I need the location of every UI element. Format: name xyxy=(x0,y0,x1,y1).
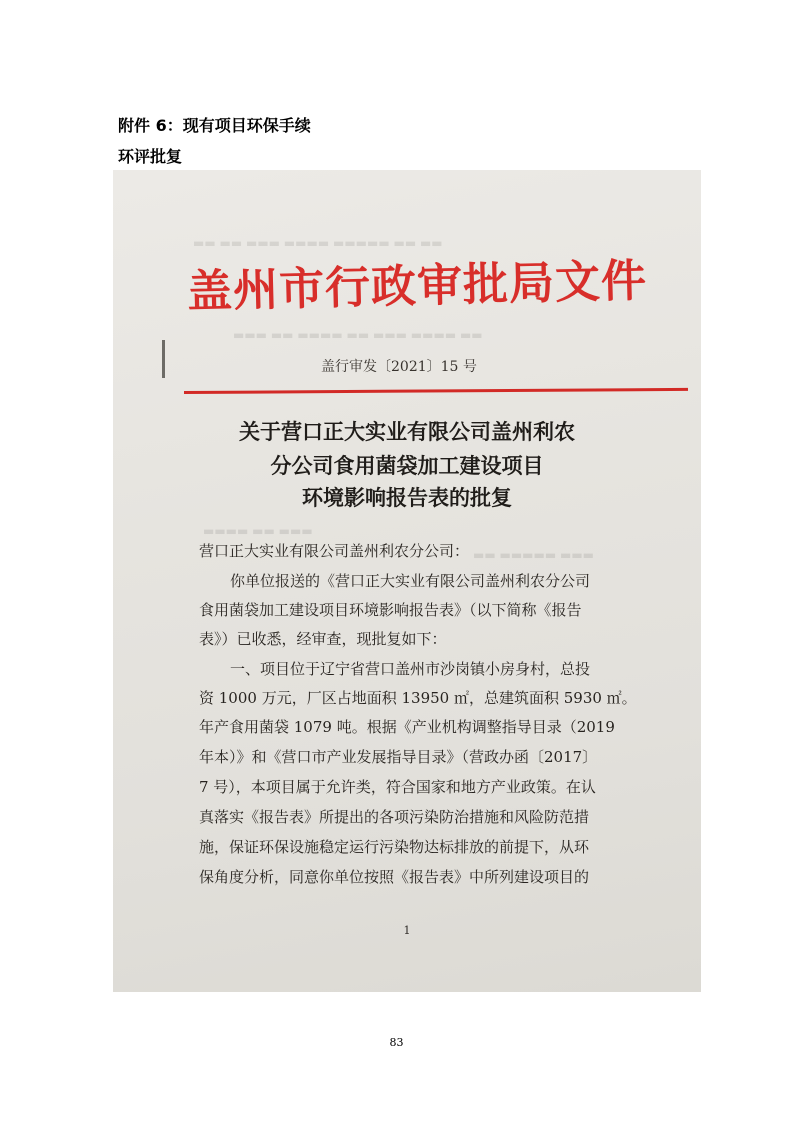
bleed-through-text: ▬▬▬▬ ▬▬ ▬▬▬ xyxy=(203,524,313,538)
body-text-line: 真落实《报告表》所提出的各项污染防治措施和风险防范措 xyxy=(199,808,590,826)
paper-mark xyxy=(162,340,165,378)
document-photo xyxy=(113,170,701,992)
bleed-through-text: ▬▬ ▬▬ ▬▬▬ ▬▬▬▬ ▬▬▬▬▬ ▬▬ ▬▬ xyxy=(193,236,443,250)
body-text-line: 保角度分析，同意你单位按照《报告表》中所列建设项目的 xyxy=(199,868,590,886)
document-number: 盖行审发〔2021〕15 号 xyxy=(321,359,477,375)
issuer-title: 盖州市行政审批局文件 xyxy=(186,253,648,318)
subject-title-line: 环境影响报告表的批复 xyxy=(302,485,512,510)
page-number: 83 xyxy=(389,1036,404,1049)
red-divider-line xyxy=(184,388,688,394)
body-text-line: 表》）已收悉，经审查，现批复如下： xyxy=(199,630,447,648)
subject-title-line: 分公司食用菌袋加工建设项目 xyxy=(270,453,544,478)
body-text-line: 年产食用菌袋 1079 吨。根据《产业机构调整指导目录（2019 xyxy=(199,718,615,736)
body-text-line: 施，保证环保设施稳定运行污染物达标排放的前提下，从环 xyxy=(199,838,590,856)
body-text-line: 7 号），本项目属于允许类，符合国家和地方产业政策。在认 xyxy=(199,778,596,796)
bleed-through-text: ▬▬ ▬▬▬▬▬ ▬▬▬ xyxy=(473,548,595,562)
body-text-line: 年本）》和《营口市产业发展指导目录》（营政办函〔2017〕 xyxy=(199,748,598,766)
body-text-line: 资 1000 万元，厂区占地面积 13950 ㎡，总建筑面积 5930 ㎡。 xyxy=(199,689,637,707)
photo-page-number: 1 xyxy=(403,924,411,937)
body-text-line: 食用菌袋加工建设项目环境影响报告表》（以下简称《报告 xyxy=(199,601,582,619)
attachment-heading: 附件 6：现有项目环保手续 xyxy=(118,116,311,135)
salutation: 营口正大实业有限公司盖州利农分公司： xyxy=(199,542,470,560)
bleed-through-text: ▬▬▬ ▬▬ ▬▬▬▬ ▬▬ ▬▬▬ ▬▬▬▬ ▬▬ xyxy=(233,328,483,342)
body-text-line: 一、项目位于辽宁省营口盖州市沙岗镇小房身村，总投 xyxy=(230,660,591,678)
section-heading: 环评批复 xyxy=(118,147,183,166)
subject-title-line: 关于营口正大实业有限公司盖州利农 xyxy=(239,419,575,444)
body-text-line: 你单位报送的《营口正大实业有限公司盖州利农分公司 xyxy=(230,572,591,590)
